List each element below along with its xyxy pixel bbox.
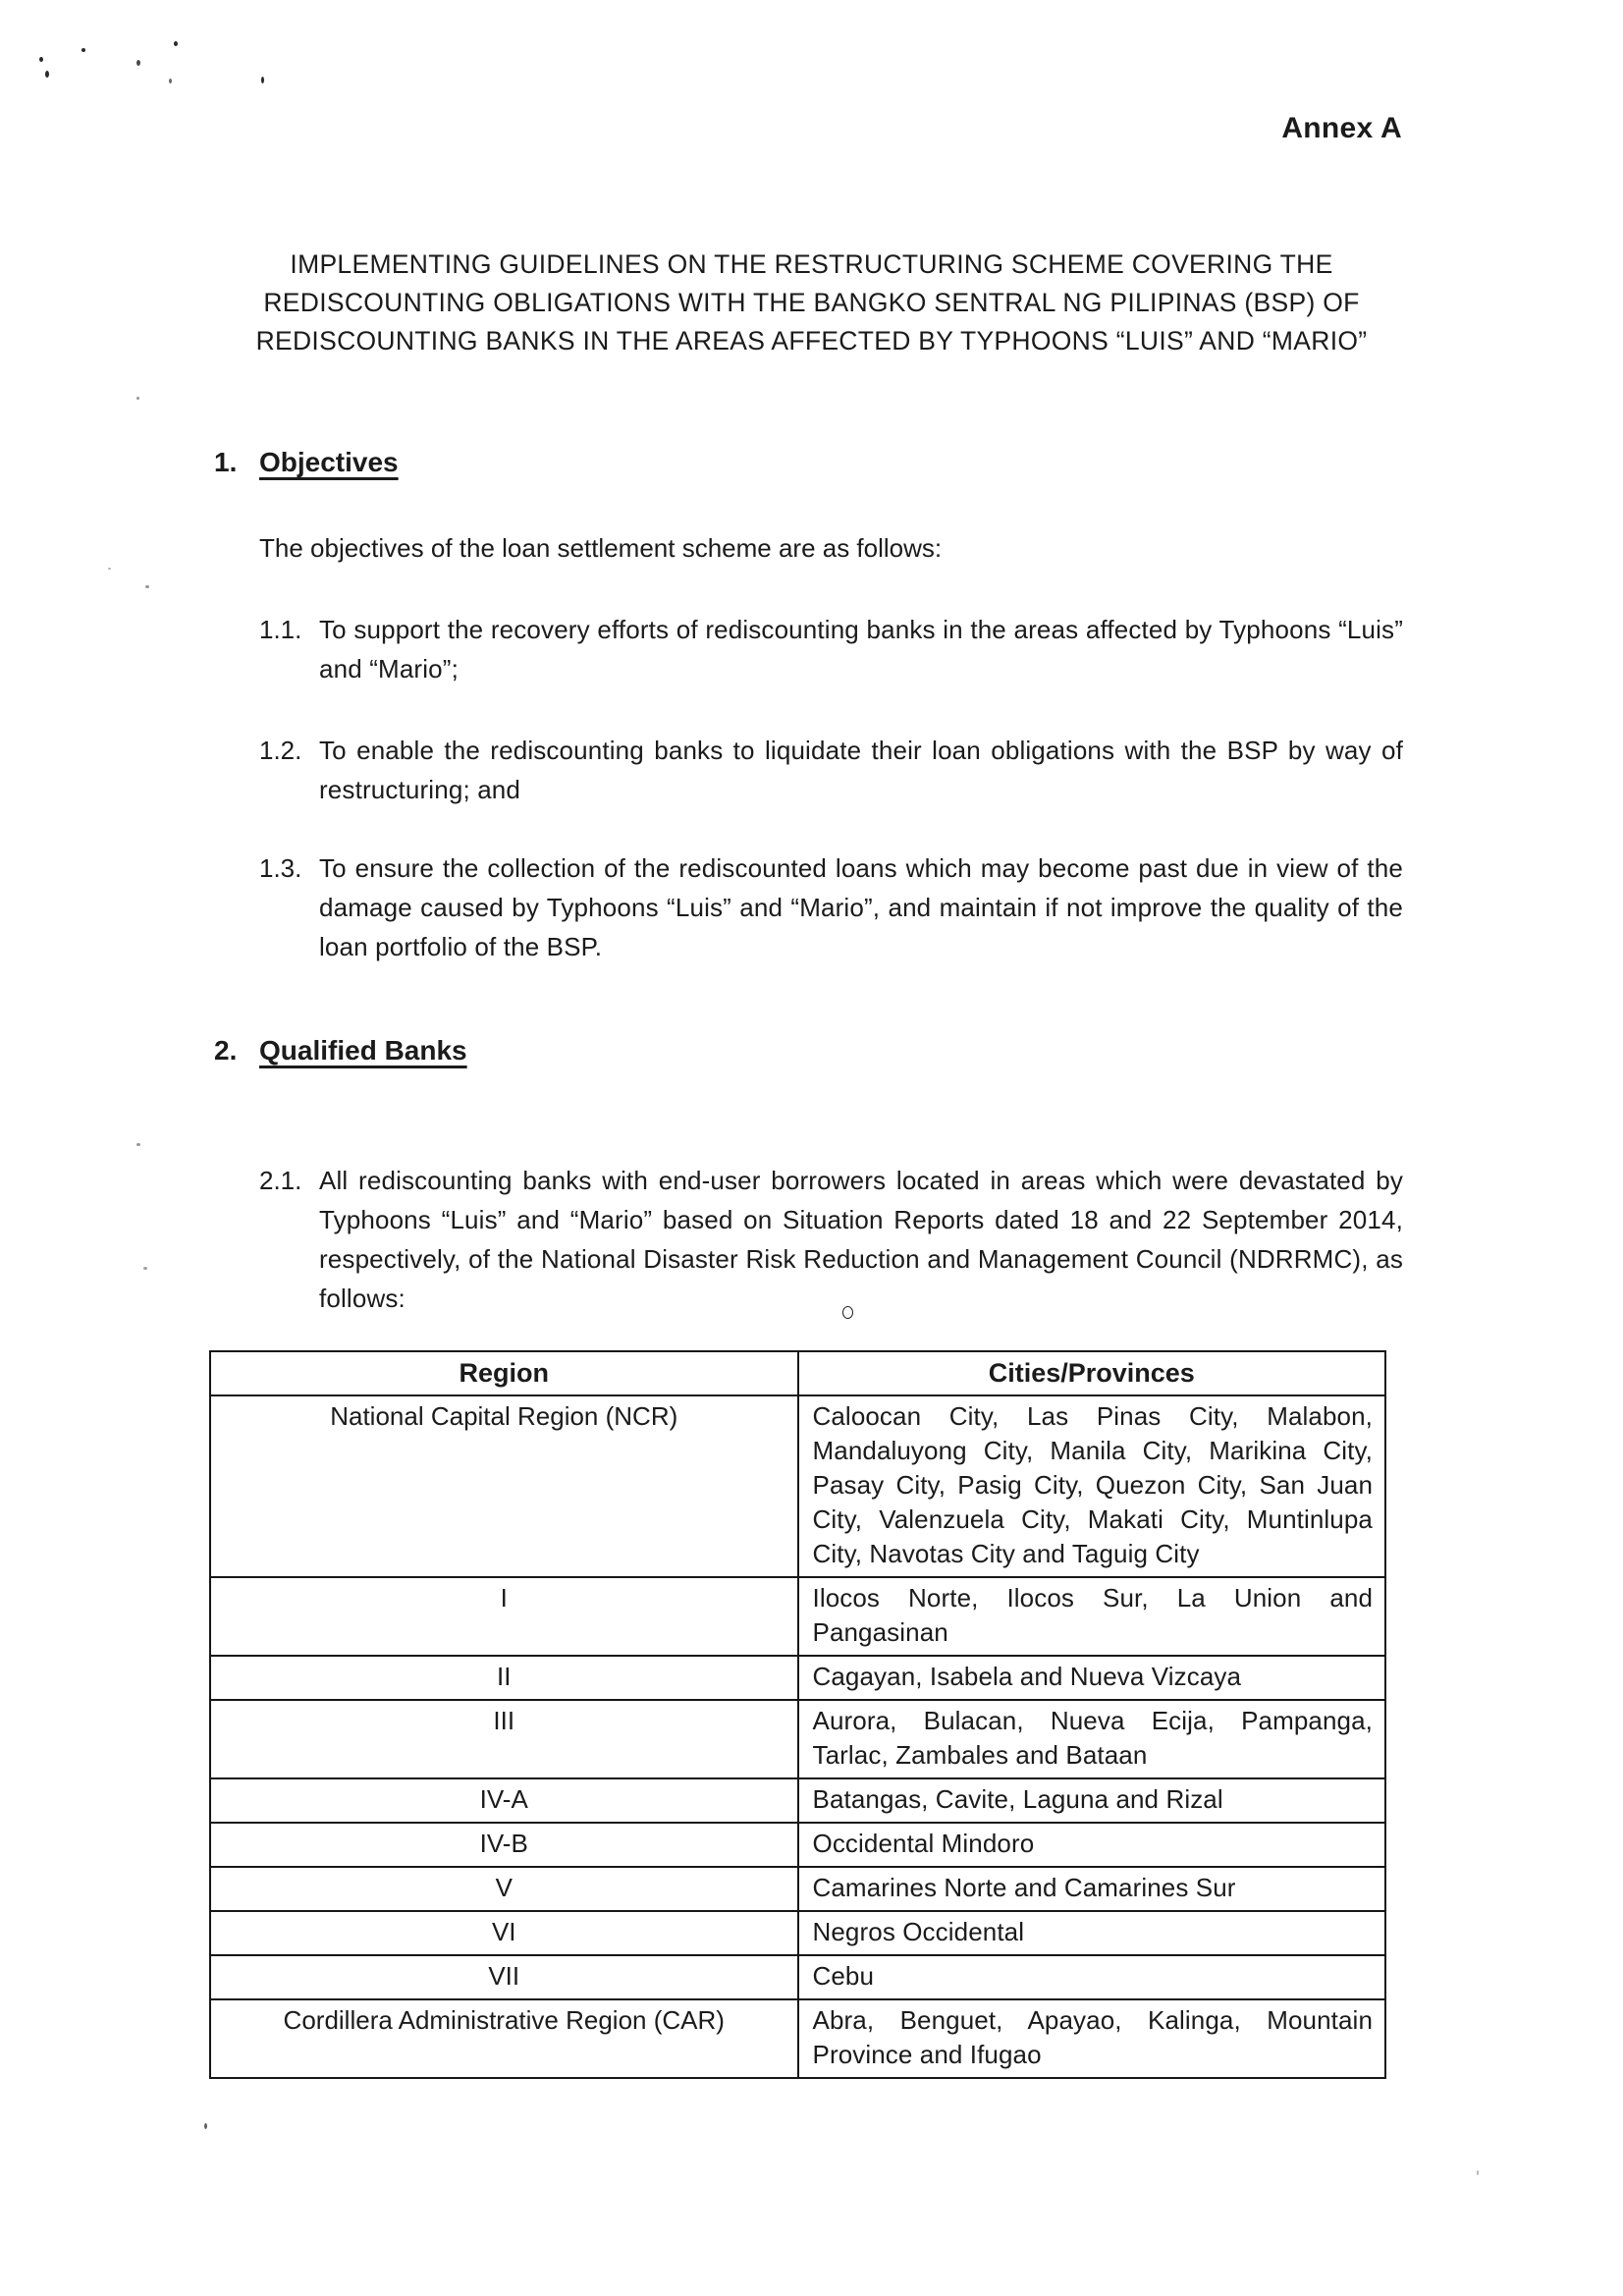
- region-cell: Cordillera Administrative Region (CAR): [210, 1999, 798, 2078]
- item-number: 1.3.: [259, 853, 302, 883]
- table-header-cities-provinces: Cities/Provinces: [798, 1351, 1386, 1395]
- item-number: 1.1.: [259, 615, 302, 644]
- region-cell: IV-B: [210, 1823, 798, 1867]
- section-heading-text: Objectives: [259, 447, 399, 477]
- item-number: 2.1.: [259, 1166, 302, 1195]
- item-text: To ensure the collection of the rediscounted loans which may become past due in view of the damage caused by Typhoons “Luis” and “Mario”, and maintain if not improve the quality of the loan portfolio of the BSP.: [319, 853, 1403, 961]
- table-header-row: [210, 1351, 1385, 1395]
- cities-cell: Caloocan City, Las Pinas City, Malabon, Mandaluyong City, Manila City, Marikina City, Pasay City, Pasig City, Quezon City, San Juan City, Valenzuela City, Makati City, Muntinlupa City, Navotas City and Taguig City: [798, 1395, 1386, 1577]
- region-cell: IV-A: [210, 1778, 798, 1823]
- document-title-line: IMPLEMENTING GUIDELINES ON THE RESTRUCTURING SCHEME COVERING THE: [290, 249, 1333, 279]
- region-cell: I: [210, 1577, 798, 1656]
- region-cell: V: [210, 1867, 798, 1911]
- list-item-1-1: [259, 610, 1403, 688]
- scan-artifact-dot: [1477, 2170, 1479, 2175]
- table-row: [210, 1778, 1385, 1823]
- region-cell: II: [210, 1656, 798, 1700]
- section-qualified-banks-heading: [214, 1031, 1403, 1070]
- table-row: [210, 1955, 1385, 1999]
- table-header-region: Region: [210, 1351, 798, 1395]
- scan-artifact-dot: [174, 41, 178, 46]
- table-row: [210, 1577, 1385, 1656]
- region-cell: III: [210, 1700, 798, 1778]
- table-row: [210, 1656, 1385, 1700]
- section-heading-text: Qualified Banks: [259, 1035, 467, 1066]
- document-title-line: REDISCOUNTING OBLIGATIONS WITH THE BANGKO SENTRAL NG PILIPINAS (BSP) OF: [263, 288, 1360, 317]
- region-cell: National Capital Region (NCR): [210, 1395, 798, 1577]
- scan-artifact-dot: [108, 568, 111, 570]
- annex-label: Annex A: [1281, 112, 1402, 144]
- scan-artifact-dot: [261, 77, 264, 83]
- table-row: [210, 1999, 1385, 2078]
- objectives-intro: The objectives of the loan settlement scheme are as follows:: [259, 533, 943, 563]
- scan-artifact-dot: [204, 2123, 207, 2129]
- scan-artifact-dot: [45, 71, 49, 78]
- cities-cell: Camarines Norte and Camarines Sur: [798, 1867, 1386, 1911]
- section-number: 1.: [214, 447, 238, 477]
- cities-cell: Batangas, Cavite, Laguna and Rizal: [798, 1778, 1386, 1823]
- region-cell: VI: [210, 1911, 798, 1955]
- document-body: [214, 443, 1403, 2079]
- list-item-1-3: [259, 848, 1403, 966]
- scan-artifact-dot: [145, 585, 149, 588]
- cities-cell: Occidental Mindoro: [798, 1823, 1386, 1867]
- scan-artifact-dot: [39, 57, 43, 62]
- table-row: [210, 1700, 1385, 1778]
- scan-artifact-dot: [169, 79, 172, 83]
- cities-cell: Cebu: [798, 1955, 1386, 1999]
- table-row: [210, 1867, 1385, 1911]
- cities-cell: Aurora, Bulacan, Nueva Ecija, Pampanga, Tarlac, Zambales and Bataan: [798, 1700, 1386, 1778]
- cities-cell: Negros Occidental: [798, 1911, 1386, 1955]
- regions-table: [209, 1350, 1386, 2079]
- table-row: [210, 1395, 1385, 1577]
- item-text: To support the recovery efforts of rediscounting banks in the areas affected by Typhoons “Luis” and “Mario”;: [319, 615, 1403, 683]
- item-number: 1.2.: [259, 736, 302, 765]
- section-number: 2.: [214, 1035, 238, 1066]
- scan-artifact-dot: [81, 48, 85, 52]
- scan-artifact-circle: [842, 1306, 853, 1319]
- cities-cell: Cagayan, Isabela and Nueva Vizcaya: [798, 1656, 1386, 1700]
- item-text: All rediscounting banks with end-user borrowers located in areas which were devastated by Typhoons “Luis” and “Mario” based on Situation Reports dated 18 and 22 September 2014, respectively, of the National Disaster Risk Reduction and Management Council (NDRRMC), as follows:: [319, 1166, 1403, 1313]
- list-item-2-1: [259, 1161, 1403, 1318]
- item-text: To enable the rediscounting banks to liquidate their loan obligations with the BSP by way of restructuring; and: [319, 736, 1403, 804]
- cities-cell: Abra, Benguet, Apayao, Kalinga, Mountain Province and Ifugao: [798, 1999, 1386, 2078]
- scan-artifact-dot: [136, 1143, 140, 1146]
- document-title: [203, 246, 1421, 360]
- table-row: [210, 1823, 1385, 1867]
- list-item-1-2: [259, 731, 1403, 809]
- scan-artifact-dot: [143, 1267, 147, 1270]
- table-row: [210, 1911, 1385, 1955]
- region-cell: VII: [210, 1955, 798, 1999]
- cities-cell: Ilocos Norte, Ilocos Sur, La Union and Pangasinan: [798, 1577, 1386, 1656]
- scan-artifact-dot: [136, 397, 139, 400]
- document-title-line: REDISCOUNTING BANKS IN THE AREAS AFFECTED BY TYPHOONS “LUIS” AND “MARIO”: [255, 326, 1368, 355]
- scan-artifact-dot: [136, 60, 140, 66]
- section-objectives-heading: [214, 443, 1403, 482]
